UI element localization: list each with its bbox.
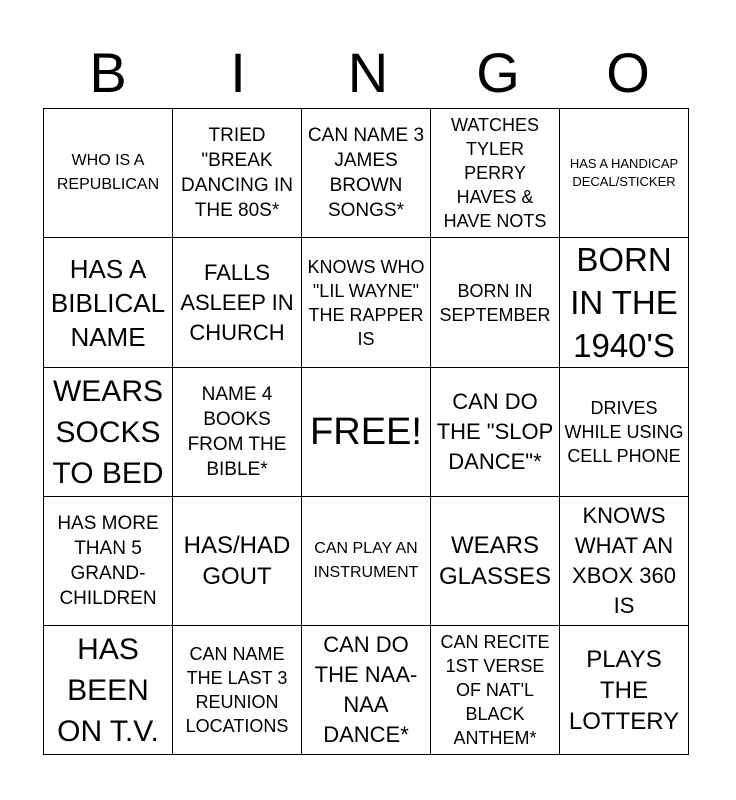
square-label: CAN RECITE 1ST VERSE OF NAT'L BLACK ANTHEM*	[440, 632, 550, 748]
header-letter-g: G	[476, 41, 520, 104]
square-label: HAS A BIBLICAL NAME	[50, 253, 166, 352]
bingo-square[interactable]	[302, 497, 431, 626]
bingo-square[interactable]	[173, 626, 302, 755]
free-space-label: FREE!	[310, 411, 422, 453]
bingo-square[interactable]	[173, 497, 302, 626]
card-row	[44, 109, 689, 238]
bingo-header	[43, 42, 693, 104]
square-label: WATCHES TYLER PERRY HAVES & HAVE NOTS	[443, 115, 547, 231]
square-label: HAS MORE THAN 5 GRAND-CHILDREN	[57, 513, 159, 609]
bingo-square[interactable]	[431, 497, 560, 626]
bingo-square[interactable]	[431, 109, 560, 238]
header-letter-o: O	[606, 41, 650, 104]
bingo-square[interactable]	[44, 109, 173, 238]
bingo-square[interactable]	[173, 109, 302, 238]
square-label: HAS BEEN ON T.V.	[57, 632, 159, 748]
header-letter-n: N	[347, 41, 389, 104]
header-letter-b: B	[89, 41, 127, 104]
square-label: DRIVES WHILE USING CELL PHONE	[564, 398, 684, 466]
bingo-square[interactable]	[44, 238, 173, 368]
bingo-square[interactable]	[173, 368, 302, 497]
square-label: CAN DO THE "SLOP DANCE"*	[436, 389, 554, 474]
square-label: PLAYS THE LOTTERY	[568, 645, 680, 735]
bingo-square[interactable]	[431, 368, 560, 497]
square-label: TRIED "BREAK DANCING IN THE 80S*	[181, 125, 293, 221]
square-label: CAN NAME 3 JAMES BROWN SONGS*	[307, 125, 425, 221]
bingo-square[interactable]	[431, 238, 560, 368]
bingo-square[interactable]	[302, 109, 431, 238]
square-label: CAN DO THE NAA-NAA DANCE*	[314, 632, 418, 747]
bingo-square[interactable]	[560, 368, 689, 497]
square-label: BORN IN THE 1940'S	[570, 241, 678, 364]
bingo-square[interactable]	[44, 626, 173, 755]
square-label: CAN PLAY AN INSTRUMENT	[313, 540, 419, 581]
square-label: HAS A HANDICAP DECAL/STICKER	[569, 156, 679, 189]
bingo-square[interactable]	[560, 238, 689, 368]
bingo-square[interactable]	[431, 626, 560, 755]
card-row	[44, 238, 689, 368]
bingo-card	[43, 108, 689, 755]
card-row	[44, 626, 689, 755]
header-letter-i: I	[230, 41, 246, 104]
square-label: WEARS SOCKS TO BED	[52, 374, 164, 490]
square-label: HAS/HAD GOUT	[183, 532, 291, 590]
card-row	[44, 368, 689, 497]
square-label: WHO IS A REPUBLICAN	[56, 152, 160, 193]
square-label: BORN IN SEPTEMBER	[439, 280, 551, 325]
bingo-square[interactable]	[44, 368, 173, 497]
square-label: FALLS ASLEEP IN CHURCH	[180, 259, 294, 345]
bingo-square[interactable]	[44, 497, 173, 626]
square-label: KNOWS WHO "LIL WAYNE" THE RAPPER IS	[307, 256, 425, 349]
bingo-square[interactable]	[560, 626, 689, 755]
bingo-square[interactable]	[560, 109, 689, 238]
bingo-square[interactable]	[173, 238, 302, 368]
square-label: WEARS GLASSES	[438, 532, 552, 590]
square-label: CAN NAME THE LAST 3 REUNION LOCATIONS	[185, 644, 289, 736]
square-label: KNOWS WHAT AN XBOX 360 IS	[572, 503, 676, 618]
square-label: NAME 4 BOOKS FROM THE BIBLE*	[187, 384, 287, 480]
bingo-square[interactable]	[560, 497, 689, 626]
card-row	[44, 497, 689, 626]
free-square[interactable]	[302, 368, 431, 497]
bingo-square[interactable]	[302, 238, 431, 368]
bingo-square[interactable]	[302, 626, 431, 755]
